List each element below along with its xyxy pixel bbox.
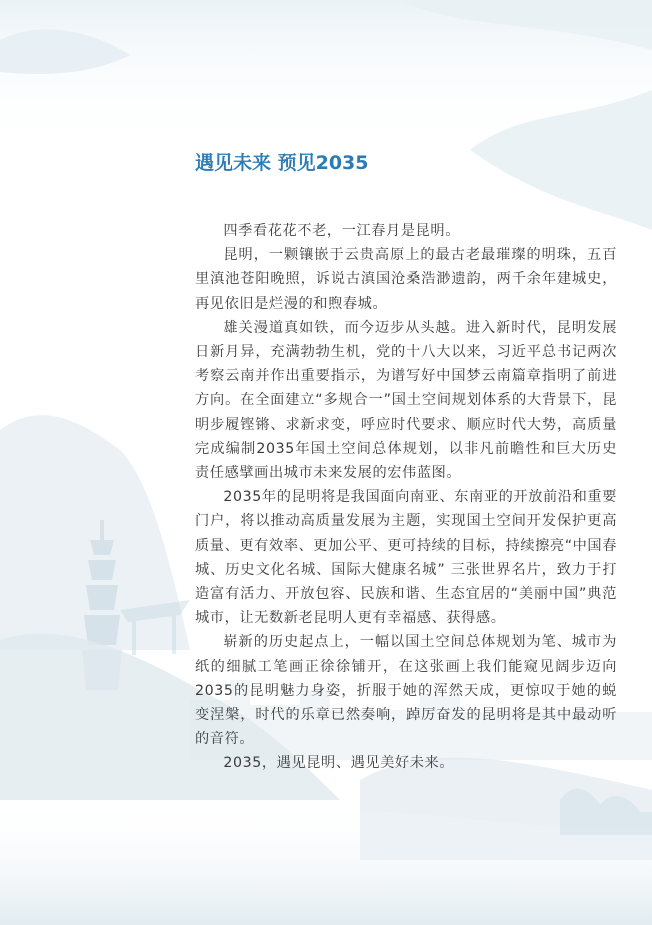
page-title: 遇见未来 预见2035 — [195, 152, 369, 174]
paragraph: 2035年的昆明将是我国面向南亚、东南亚的开放前沿和重要门户，将以推动高质量发展为主题，实现国土空间开发保护更高质量、更有效率、更加公平、更可持续的目标，持续擦亮“中国春城、历史文化名城、国际大健康名城” 三张世界名片，致力于打造富有活力、开放包容、民族和谐、生态宜居的“美丽中国”典范城市，让无数新老昆明人更有幸福感、获得感。 — [195, 489, 618, 627]
paragraph: 昆明，一颗镶嵌于云贵高原上的最古老最璀璨的明珠，五百里滇池苍阳晚照，诉说古滇国沧桑浩渺遗韵，两千余年建城史，再见依旧是烂漫的和煦春城。 — [195, 247, 617, 312]
paragraph: 雄关漫道真如铁，而今迈步从头越。进入新时代，昆明发展日新月异，充满勃勃生机，党的十八大以来，习近平总书记两次考察云南并作出重要指示，为谱写好中国梦云南篇章指明了前进方向。在全面建立“多规合一”国土空间规划体系的大背景下，昆明步履铿锵、求新求变，呼应时代要求、顺应时代大势，高质量完成编制2035年国土空间总体规划，以非凡前瞻性和巨大历史责任感擘画出城市未来发展的宏伟蓝图。 — [195, 319, 617, 482]
document-content — [195, 150, 617, 776]
paragraph: 2035，遇见昆明、遇见美好未来。 — [223, 755, 455, 772]
paragraph: 崭新的历史起点上，一幅以国土空间总体规划为笔、城市为纸的细腻工笔画正徐徐铺开，在这张画上我们能窥见阔步迈向2035的昆明魅力身姿，折服于她的浑然天成，更惊叹于她的蜕变涅槃，时代的乐章已然奏响，踔厉奋发的昆明将是其中最动听的音符。 — [195, 634, 617, 748]
paragraph: 四季看花花不老，一江春月是昆明。 — [223, 223, 460, 239]
body-text — [195, 219, 617, 776]
